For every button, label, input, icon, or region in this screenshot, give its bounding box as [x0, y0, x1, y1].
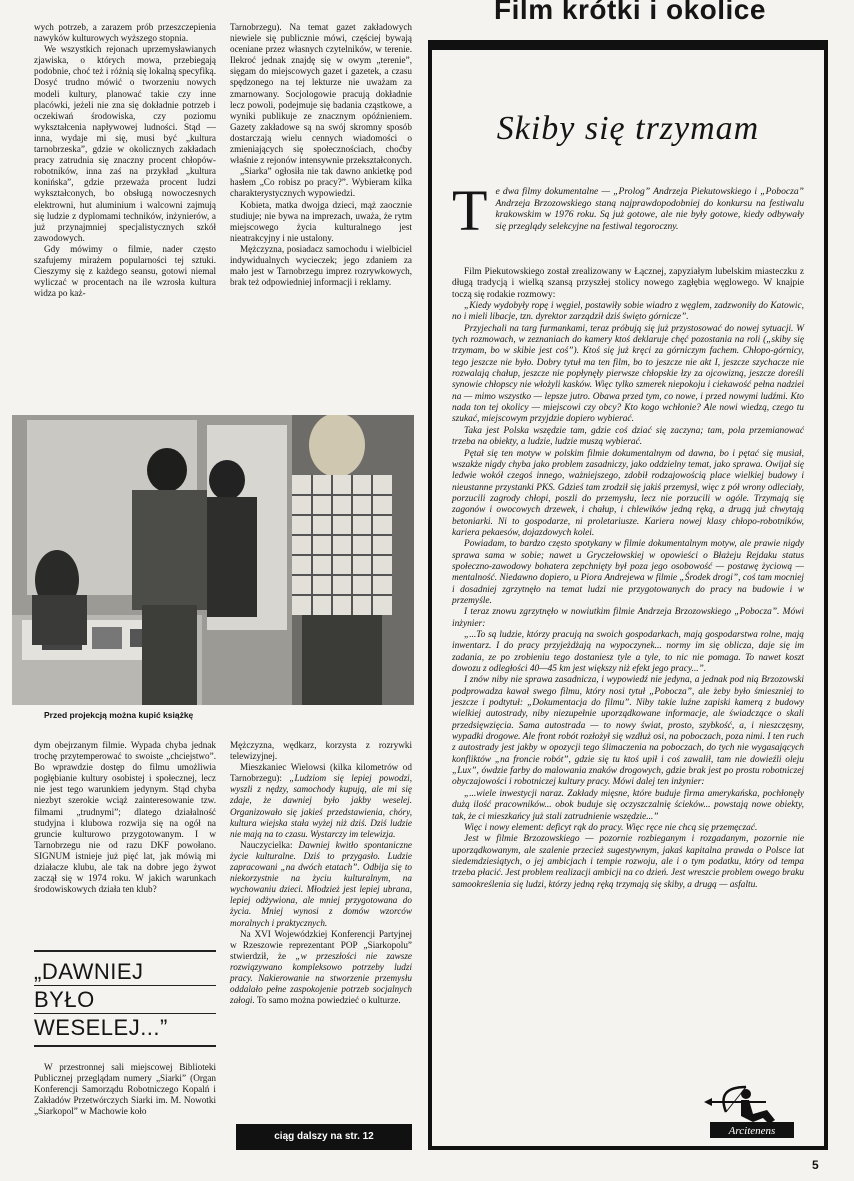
review-body: [452, 267, 804, 891]
quote: „Ludziom się lepiej powodzi, wyszli z nędzy, samochody kupują, ale mi się zdaje, że dawniej było jakby weselej. Organizowało się jakieś przedstawienia, chóry, kultura wiejska stała wyżej niż dziś. Dziś ludzie nie mają na to czasu. Wystarczy im telewizja.: [230, 773, 412, 839]
continued-notice[interactable]: ciąg dalszy na str. 12: [236, 1124, 412, 1150]
article-column-5: [34, 1062, 216, 1117]
paragraph: Tarnobrzegu). Na temat gazet zakładowych niewiele się publicznie mówi, częściej bywają oceniane przez własnych czytelników, w terenie. Ilekroć jednak znajdę się w owym „terenie”, sięgam do miejscowych gazet i gazetek, a czasu spędzonego na tej lekturze nie uważam za zmarnowany. Socjologowie pracują dokładnie lecz powoli, podejmuje się badania cząstkowe, a wyniki publikuje ze znacznym opóźnieniem. Gazety zakładowe są na swój skromny sposób dostarczają wielu cennych wiadomości o zmieniających się społecznościach, choćby właśnie z rejonów intensywnie przekształconych.: [230, 22, 412, 166]
photo-book-stall: [12, 415, 414, 705]
paragraph: „...To są ludzie, którzy pracują na swoich gospodarkach, mają gospodarstwa rolne, mają inwentarz. I do pracy przyjeżdżają na wypoczynek... normy im się oblicza, daje się im zadania, ze po zrobieniu tego dostaniesz tyle a tyle, to nic nie pomaga. To nawet koszt dowozu z odległości 40—45 km jest większy niż efekt jego pracy...”.: [452, 630, 804, 675]
paragraph: I teraz znowu zgrzytnęło w nowiutkim filmie Andrzeja Brzozowskiego „Pobocza”. Mówi inżynier:: [452, 607, 804, 629]
page-number: 5: [812, 1158, 819, 1172]
paragraph: Gdy mówimy o filmie, nader często szafujemy mirażem popularności tej sztuki. Cieszymy się z każdego seansu, gotowi niemal wyliczać w procentach na ile wzrosła kultura widza po każ-: [34, 243, 216, 299]
review-title: Skiby się trzymam: [496, 110, 760, 147]
paragraph: Powiadam, to bardzo często spotykany w filmie dokumentalnym motyw, ale prawie nigdy sprawa sama w sobie; nawet u Gryczełowskiej w opowieści o Błażeju Rejdaku status społeczno-zawodowy bohatera zepchnięty był poza jego osobowość — postawę życiową — mentalność. Niedawno dopiero, u Piora Andrejewa w filmie „Środek drogi”, coś tam mocniej i dosadniej zgrzytnęło na temat ludzi nie przygotowanych do pracy na budowie i w przemyśle.: [452, 539, 804, 606]
lead-text: e dwa filmy dokumentalne — „Prolog” Andrzeja Piekutowskiego i „Pobocza” Andrzeja Brzozowskiego staną najprawdopodobniej do konkursu na festiwalu krakowskim w 1976 roku. Są już gotowe, ale nie były gotowe, kiedy odbywały się przeglądy selekcyjne na festiwal tegoroczny.: [495, 186, 804, 232]
text: To samo można powiedzieć o kulturze.: [256, 995, 401, 1006]
review-lead: [452, 178, 804, 243]
speaker: Nauczycielka:: [240, 839, 293, 850]
paragraph: [230, 929, 412, 1007]
archer-icon: [696, 1082, 806, 1148]
speaker: Mieszkaniec Wielowsi (kilka kilometrów od Tarnobrzegu):: [230, 762, 412, 784]
article-column-2: [230, 22, 412, 288]
paragraph: Mężczyzna, wędkarz, korzysta z rozrywki telewizyjnej.: [230, 740, 412, 762]
paragraph: dym obejrzanym filmie. Wypada chyba jednak trochę przytemperować to swoiste „chciejstwo”. Bo wprawdzie dostęp do filmu umożliwia pogłębianie kultury osobistej i społecznej, lecz nie jest tego warunkiem jedynym. Stąd chyba niezbyt szerokie wciąż zainteresowanie tzw. filmami „trudnymi”; dlatego działalność studyjna i klubowa rozwija się na ogół na gruncie kulturowo przygotowanym. I w Tarnobrzegu nie od razu DKF powołano. SIGNUM istnieje już pięć lat, jak mówią mi działacze klubu, ale tak na dobre jego żywot zaczął się w 1974 roku. W jakich warunkach środowiskowych działa ten klub?: [34, 740, 216, 895]
subheading-line: BYŁO: [34, 985, 216, 1013]
subheading-line: WESELEJ...”: [34, 1013, 216, 1041]
paragraph: We wszystkich rejonach uprzemysławianych zjawiska, o których mowa, przebiegają podobnie, choć też i różnią się lokalną specyfiką. Dosyć trudno mówić o tworzeniu nowych modeli kultury, planować takie czy inne placówki, jeżeli nie zna się dokładnie potrzeb i oczekiwań środowiska, czy poziomu wykształcenia napływowej ludności. Stąd — inna, wydaje mi się, musi być „kultura tarnobrzeska”, gdzie w okolicznych zakładach pracy zatrudnia się znaczny procent chłopów-robotników, inna zaś na przykład „kultura konińska”, gdzie przeważa procent ludzi wykształconych, bo obsługą nowoczesnych elektrowni, hut aluminium i walcowni zajmują się ludzie z dyplomami techników, inżynierów, a już przynajmniej specjalistycznych szkół zawodowych.: [34, 44, 216, 243]
paragraph: I znów niby nie sprawa zasadnicza, i wypowiedź nie jedyna, a jednak pod nią Brzozowski podprowadza kawał swego filmu, który nosi tytuł „Pobocza”, ale żeby było śmieszniej to jeszcze i podtytuł: „Dokumentacja do filmu”. Niby takie luźne zapiski kamerą z budowy wielkiej autostrady, niby niezupełnie uporządkowane informacje, ale świadczące o skali przedsięwzięcia. Sama autostrada — to nowy świat, prosto, szybkość, a, i nieszczęsny, wypadki drogowe. Ale front robót rozłożył się wzdłuż osi, na poboczach, poza nimi. I ten ruch z autostrady jest jakby w opozycji tego ślimaczenia na poboczach, do tych nie wygasających konfliktów „na froncie robót”, gdzie się tu ktoś upił i coś zawalił, tam nie dowieźli oleju „Lux”, ówdzie farby do malowania znaków drogowych, gdzie brak jest po prostu robotniczej obyczajowości i robotniczej kultury pracy. Mówi dalej ten inżynier:: [452, 675, 804, 788]
paragraph: wych potrzeb, a zarazem prób przeszczepienia nawyków kulturowych wyższego stopnia.: [34, 22, 216, 44]
paragraph: Pętał się ten motyw w polskim filmie dokumentalnym od dawna, bo i pętać się musiał, wszakże nigdy chyba jako problem zasadniczy, jako oddzielny temat, jako sprawa. Owijał się ledwie wokół czegoś innego, ważniejszego, zdobił rodzajowością place wielkiej budowy i nieustanne przystanki PKS. Gdzieś tam zrodził się jakiś przemysł, więc z pół wrony odleciały, porzucili zagrody chłopi, poszli do przemysłu, lecz nie porzucili w ogóle. Trzymają się zagonów i owocowych drzewek, i chałup, i chlewików jedną ręką, a drugą już chwytają betoniarki. Ni to gospodarze, ni proletariusze. Kariera nowej klasy chłopo-robotników, kariera pekaesów, dojazdowych kolei.: [452, 448, 804, 538]
paragraph: Przyjechali na targ furmankami, teraz próbują się już przystosować do nowej sytuacji. W tych rozmowach, w zeznaniach do kamery ktoś deklaruje chęć pozostania na roli („skiby się trzymam, bo w skibie jest coś”). Ktoś się już kręci za górniczym fachem. Chłopo-górnicy, tego jeszcze nie było. Dobry tytuł ma ten film, bo to jeszcze nie akt I, jeszcze szychacze nie rozwalają chałup, jeszcze nie popłynęły pierwsze chłopskie łzy za ojcowizną, jeszcze doreśli synowie chłopscy nie włożyli kasków. Więc tylko szmerek niepokoju i ciekawość pełna nadziei na — mimo wszystko — lepsze jutro. Obawa przed tym, co nowe, i przed nowymi ludźmi. Kto nada ton tej okolicy — miejscowi czy obcy? Kto kogo wchłonie? Ale nowi wiedzą, czego tu szukać, miejscowym przyjdzie dopiero wybierać.: [452, 323, 804, 425]
photo-caption: Przed projekcją można kupić książkę: [44, 710, 194, 720]
paragraph: Taka jest Polska wszędzie tam, gdzie coś dziać się zaczyna; tam, pola przemianować trzeba na obiekty, a ludzie, ludzie muszą wybierać.: [452, 425, 804, 448]
article-column-4: [230, 740, 412, 1006]
paragraph: Mężczyzna, posiadacz samochodu i wielbiciel indywidualnych wycieczek; jego zdaniem za mało jest w Tarnobrzegu imprez rozrywkowych, brak też odpowiedniej informacji i reklamy.: [230, 243, 412, 288]
paragraph: Kobieta, matka dwojga dzieci, mąż zaocznie studiuje; nie bywa na imprezach, uważa, że rytm miejscowego życia kulturalnego jest nieatrakcyjny i nie ustalony.: [230, 199, 412, 243]
article-column-3: [34, 740, 216, 895]
paragraph: [230, 840, 412, 929]
paragraph: W przestronnej sali miejscowej Biblioteki Publicznej przeglądam numery „Siarki” (Organ Konferencji Samorządu Robotniczego Kopalń i Zakładów Przetwórczych Siarki im. M. Nowotki „Siarkopol” w Machowie koło: [34, 1062, 216, 1117]
logo-text: Arcitenens: [728, 1125, 776, 1137]
archer-logo: [696, 1082, 806, 1148]
subheading-box: [34, 950, 216, 1047]
article-column-1: [34, 22, 216, 299]
paragraph: „Kiedy wydobyły ropę i węgiel, postawiły sobie wiadro z węglem, zadzwoniły do Katowic, no i mieli libacje, tzn. dyrektor zarządził dziś święto górnicze”.: [452, 301, 804, 323]
paragraph: „...wiele inwestycji naraz. Zakłady mięsne, które buduje firma amerykańska, pochłonęły dużą ilość pracowników... obok buduje się oczyszczalnię ścieków... powstają nowe obiekty, tak, że ci mieszkańcy już stali zatrudnienie wszędzie...”: [452, 788, 804, 822]
paragraph: [230, 762, 412, 840]
section-label: Film krótki i okolice: [494, 0, 766, 25]
paragraph: Więc i nowy element: deficyt rąk do pracy. Więc ręce nie chcą się przemęczać.: [464, 822, 758, 833]
paragraph: „Siarka” ogłosiła nie tak dawno ankietkę pod hasłem „Co robisz po pracy?”. Wybieram kilka charakterystycznych wypowiedzi.: [230, 166, 412, 199]
subheading-line: „DAWNIEJ: [34, 959, 144, 984]
quote: „w przeszłości nie zawsze rozwiązywano kompleksowo potrzeby ludzi pracy. Nakierowanie na stworzenie przemysłu oddalało pełne zaspokojenie potrzeb socjalnych załogi.: [230, 950, 413, 1006]
paragraph: Film Piekutowskiego został zrealizowany w Łącznej, zapyziałym lubelskim miasteczku z długą tradycją i wielką szansą przyszłej stolicy nowego zagłębia węglowego. W knajpie toczą się rodakie rozmowy:: [452, 267, 804, 300]
photo-illustration: [12, 415, 414, 705]
drop-cap: T: [452, 178, 488, 243]
paragraph: Jest w filmie Brzozowskiego — pozornie rozbieganym i rozgadanym, pozornie nie uporządkowanym, ale szalenie przecież sugestywnym, jakaś kapitalna prawda o Polsce lat siedemdziesiątych, o jej ambicjach i tempie rozwoju, ale i o tym podatku, który od tempa trzeba płacić. Jest problem realizacji ambicji na co dzień. Jest wreszcie problem owego braku samookreślenia się ludzi, którzy jedną ręką trzymają się skiby, a drugą — asfaltu.: [452, 834, 804, 890]
section-header: [428, 0, 832, 30]
text: Na XVI Wojewódzkiej Konferencji Partyjnej w Rzeszowie reprezentant POP „Siarkopolu” stwierdził, że: [230, 928, 412, 961]
quote: Dawniej kwitło spontaniczne życie kulturalne. Dziś to przygasło. Ludzie zapracowani „na dwóch etatach”. Odbija się to niekorzystnie na życiu kulturalnym, na wychowaniu dzieci. Młodzież jest lepiej ubrana, lepiej odżywiona, ale mniej przygotowana do życia. Mniej wynosi z domów wzorców moralnych i praktycznych.: [230, 839, 412, 928]
